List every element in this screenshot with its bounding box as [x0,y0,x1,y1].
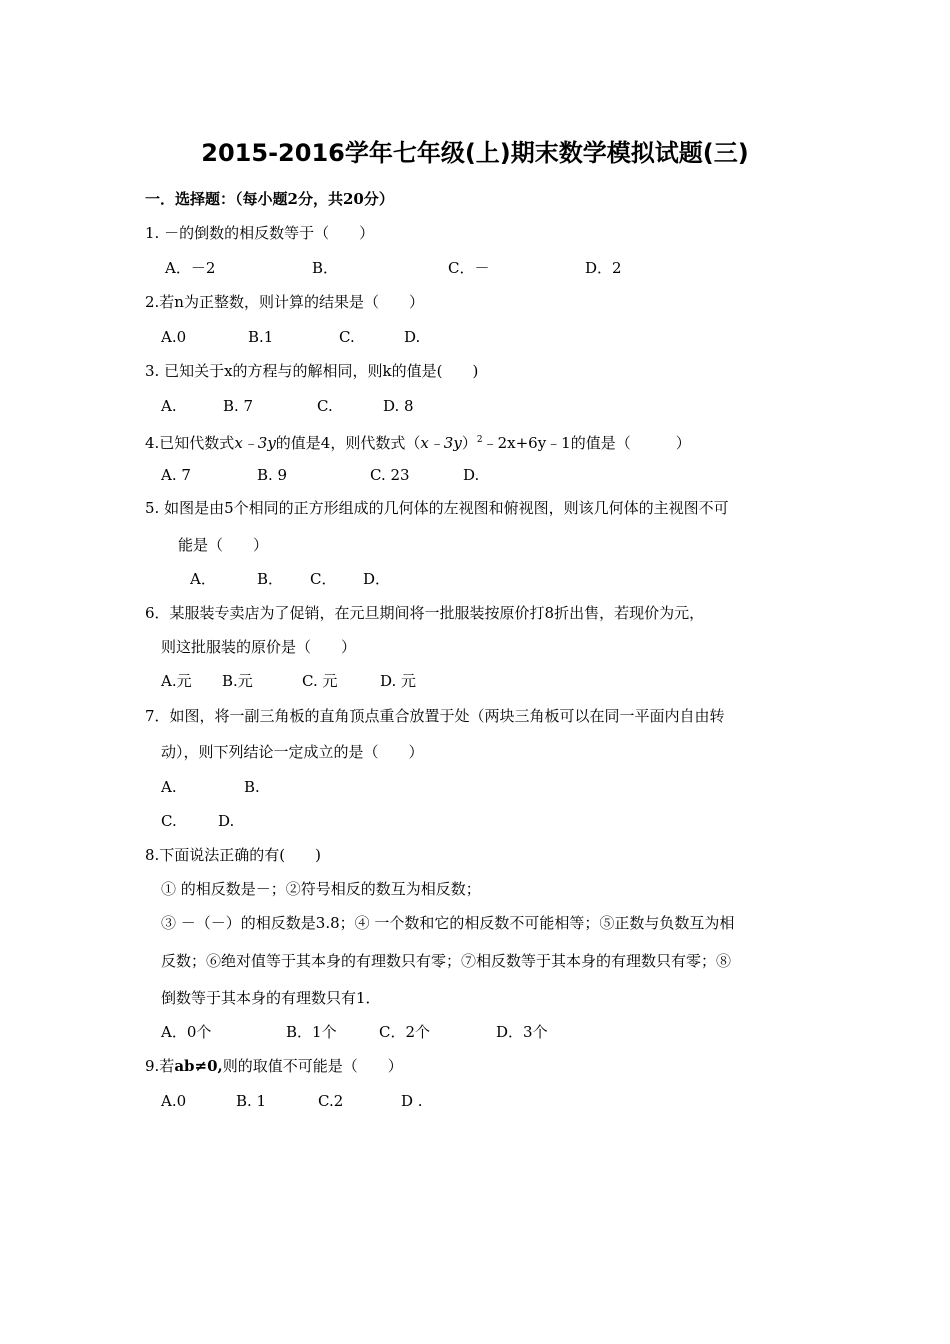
stem-text: 的值是4，则代数式（ [275,434,421,452]
option-c: C. [339,328,355,346]
option-c: C.2 [318,1092,344,1110]
option-b: B.1 [248,328,274,346]
question-2-stem: 2.若n为正整数，则计算的结果是（ ） [145,293,424,311]
expression: x﹣3y [234,434,276,452]
question-5-stem: 5. 如图是由5个相同的正方形组成的几何体的左视图和俯视图，则该几何体的主视图不可 [145,499,729,517]
option-b: B． [257,570,284,588]
page-title: 2015-2016学年七年级(上)期末数学模拟试题(三) [201,139,749,167]
stem-text: ） [461,434,477,452]
option-b: B． [312,259,339,277]
option-a: A. 7 [161,466,191,484]
option-c: C. 23 [370,466,410,484]
option-c: C. 元 [302,672,338,690]
option-b: B. [244,778,260,796]
option-c: C． [310,570,337,588]
option-a: A．0个 [161,1023,212,1041]
option-c: C．－ [448,259,490,277]
question-1-stem: 1. －的倒数的相反数等于（ ） [145,224,375,242]
option-c: C. [317,397,333,415]
option-c: C．2个 [379,1023,431,1041]
option-a: A． [190,570,216,588]
option-a: A.元 [161,672,192,690]
option-d: D．2 [585,259,622,277]
question-4-stem [145,430,691,453]
option-b: B. 7 [223,397,254,415]
section-heading: 一．选择题：（每小题2分，共20分） [145,190,394,208]
option-b: B. 9 [257,466,288,484]
option-d: D. [404,328,421,346]
stem-text: 4.已知代数式 [145,434,235,452]
stem-text: ﹣2x+6y﹣1的值是（ ） [482,434,691,452]
option-d: D. 8 [383,397,414,415]
option-d: D. [463,466,480,484]
option-a: A.0 [161,328,187,346]
question-8-statement-line: 倒数等于其本身的有理数只有1． [161,989,381,1007]
option-d: D. [218,812,235,830]
option-c: C. [161,812,177,830]
question-6-stem: 6．某服装专卖店为了促销，在元旦期间将一批服装按原价打8折出售，若现价为元， [145,604,705,622]
option-a: A. [161,778,177,796]
option-a: A.0 [161,1092,187,1110]
expression: x﹣3y [420,434,462,452]
question-5-stem-cont: 能是（ ） [178,536,269,554]
stem-text: 则的取值不可能是（ ） [222,1057,403,1075]
question-8-statement-line: ③ －（－）的相反数是3.8；④ 一个数和它的相反数不可能相等；⑤正数与负数互为相 [161,914,735,932]
option-b: B.元 [222,672,253,690]
option-a: A. [161,397,177,415]
option-d: D．3个 [496,1023,548,1041]
option-b: B．1个 [286,1023,337,1041]
question-8-statement-line: 反数；⑥绝对值等于其本身的有理数只有零；⑦相反数等于其本身的有理数只有零；⑧ [161,952,732,970]
condition: ab≠0, [174,1057,223,1075]
question-6-stem-cont: 则这批服装的原价是（ ） [161,638,357,656]
option-d: D. 元 [380,672,417,690]
question-8-stem: 8.下面说法正确的有( ) [145,846,322,864]
exponent: 2 [476,435,483,445]
option-a: A．－2 [165,259,216,277]
question-3-stem: 3. 已知关于x的方程与的解相同，则k的值是( ) [145,362,479,380]
option-d: D . [401,1092,423,1110]
question-7-stem-cont: 动），则下列结论一定成立的是（ ） [161,743,424,761]
question-8-statement-line: ① 的相反数是－；②符号相反的数互为相反数； [161,880,481,898]
stem-text: 9.若 [145,1057,175,1075]
question-9-stem [145,1056,403,1076]
option-b: B. 1 [236,1092,267,1110]
question-7-stem: 7．如图，将一副三角板的直角顶点重合放置于处（两块三角板可以在同一平面内自由转 [145,707,725,725]
option-d: D． [363,570,391,588]
